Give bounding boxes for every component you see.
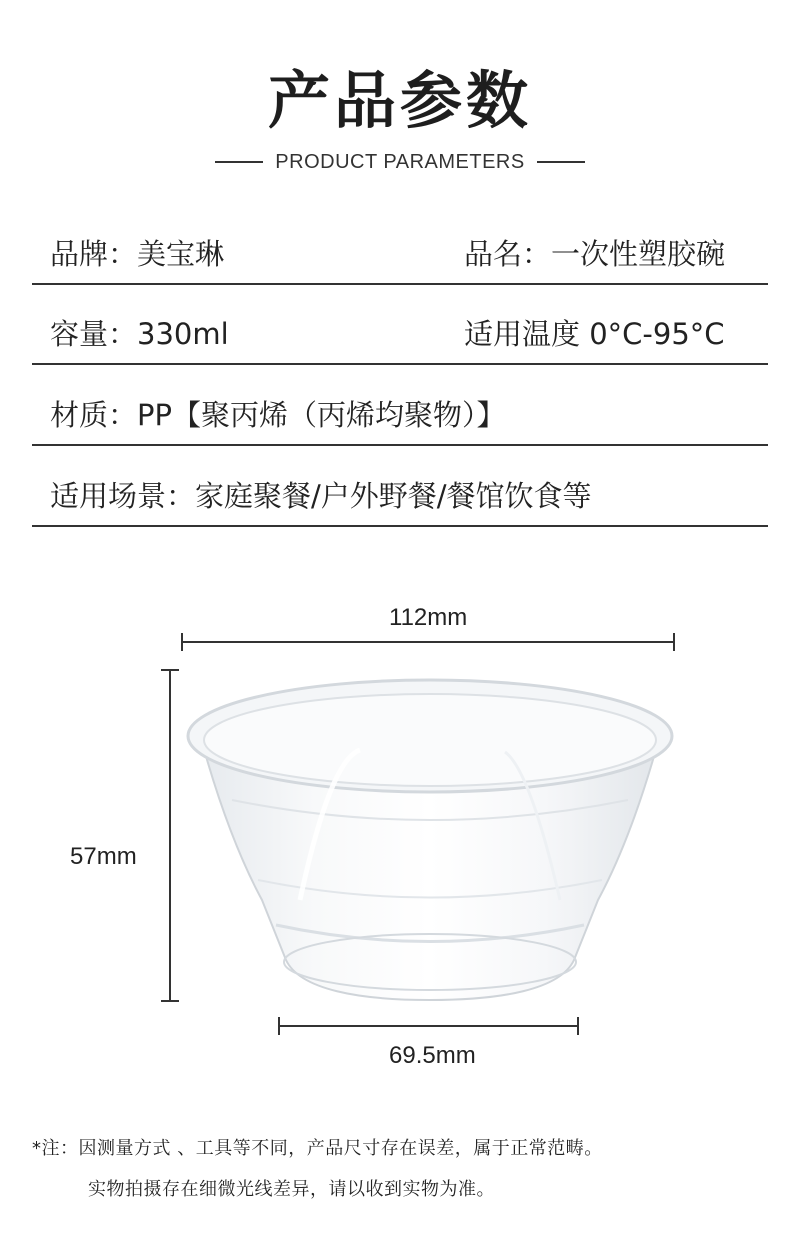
bottom-width-label: 69.5mm [389, 1042, 476, 1069]
param-product-name: 品名：一次性塑胶碗 [464, 237, 726, 271]
param-temperature: 适用温度 0°C-95°C [464, 317, 725, 351]
plastic-bowl-image [188, 680, 672, 1000]
param-scenes: 适用场景：家庭聚餐/户外野餐/餐馆饮食等 [50, 479, 592, 513]
param-brand: 品牌：美宝琳 [50, 237, 225, 271]
param-material: 材质：PP【聚丙烯（丙烯均聚物）】 [50, 398, 506, 432]
top-width-label: 112mm [389, 604, 468, 631]
note-line-1: *注：因测量方式 、工具等不同，产品尺寸存在误差，属于正常范畴。 [32, 1138, 603, 1159]
height-label: 57mm [70, 843, 137, 870]
param-capacity: 容量：330ml [50, 317, 229, 351]
height-dimension-line [161, 670, 179, 1001]
note-line-2: 实物拍摄存在细微光线差异，请以收到实物为准。 [88, 1179, 495, 1200]
bottom-width-dimension-line [279, 1017, 578, 1035]
top-width-dimension-line [182, 633, 674, 651]
page-subtitle: PRODUCT PARAMETERS [275, 150, 525, 173]
page-title: 产品参数 [267, 64, 532, 137]
